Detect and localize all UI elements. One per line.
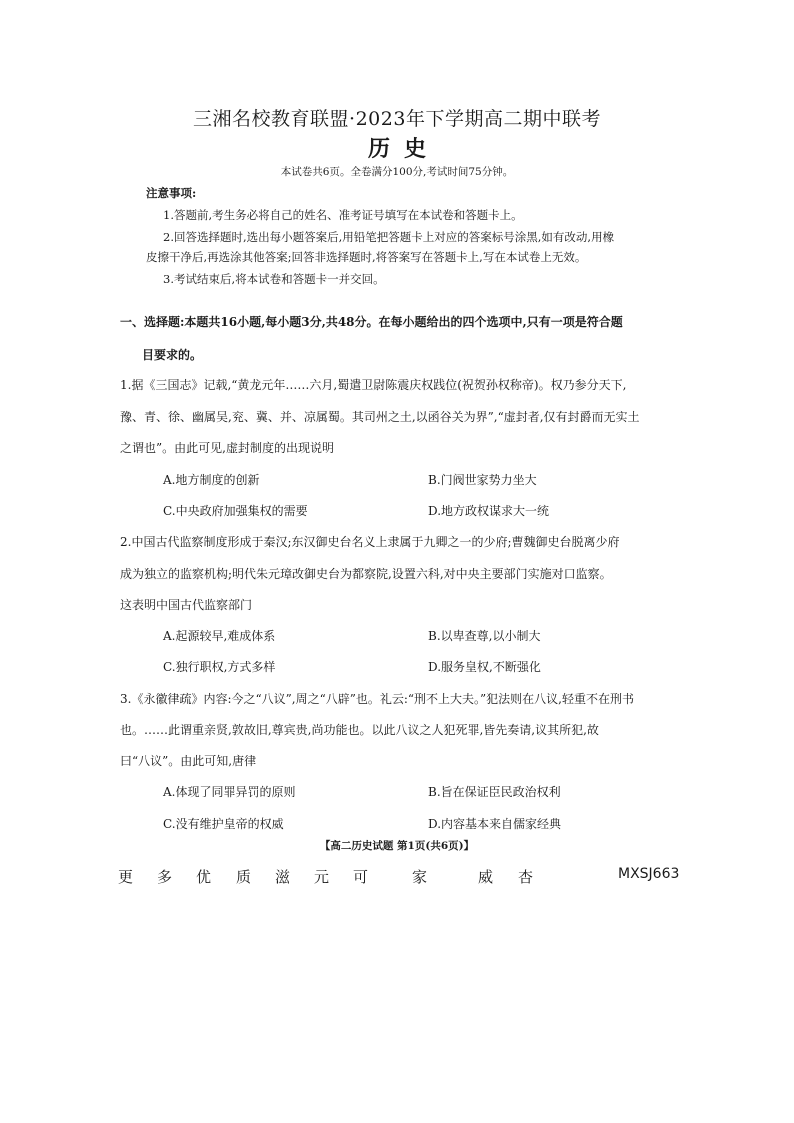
page-footer: 【高二历史试题 第1页(共6页)】 [319, 840, 475, 852]
subject-title: 历史 [367, 136, 440, 162]
note-line: 1.答题前,考生务必将自己的姓名、准考证号填写在本试卷和答题卡上。 [163, 208, 523, 222]
question-2-option-b: B.以卑查尊,以小制大 [428, 629, 541, 643]
question-3-line: 曰“八议”。由此可知,唐律 [120, 754, 257, 768]
question-2-option-c: C.独行职权,方式多样 [163, 660, 276, 674]
question-2-line: 2.中国古代监察制度形成于秦汉;东汉御史台名义上隶属于九卿之一的少府;曹魏御史台脱离少府 [120, 535, 620, 549]
watermark-char: 滋 [275, 868, 291, 886]
question-1-option-d: D.地方政权谋求大一统 [428, 504, 550, 518]
note-line: 2.回答选择题时,选出每小题答案后,用铅笔把答题卡上对应的答案标号涂黑,如有改动,用橡 [163, 230, 615, 244]
question-3-option-b: B.旨在保证臣民政治权利 [428, 785, 561, 799]
watermark-char: 优 [196, 868, 212, 886]
section-heading: 一、选择题:本题共16小题,每小题3分,共48分。在每小题给出的四个选项中,只有一项是符合题 [120, 315, 623, 329]
watermark-char: 家 [412, 868, 428, 886]
question-2-option-d: D.服务皇权,不断强化 [428, 660, 541, 674]
section-heading-cont: 目要求的。 [142, 348, 203, 362]
watermark-char: 元 [314, 868, 330, 886]
note-line: 皮擦干净后,再选涂其他答案;回答非选择题时,将答案写在答题卡上,写在本试卷上无效。 [146, 250, 587, 264]
watermark-code: MXSJ663 [618, 866, 680, 882]
question-1-line: 豫、青、徐、幽属吴,兖、冀、并、凉属蜀。其司州之土,以函谷关为界”,“虚封者,仅有封爵而无实土 [120, 410, 640, 424]
question-1-option-a: A.地方制度的创新 [163, 473, 260, 487]
watermark-char: 更 [118, 868, 134, 886]
watermark-char: 可 [353, 868, 369, 886]
question-3-option-d: D.内容基本来自儒家经典 [428, 817, 562, 831]
question-3-line: 3.《永徽律疏》内容:今之“八议”,周之“八辟”也。礼云:“刑不上大夫。”犯法则在八议,轻重不在刑书 [120, 692, 634, 706]
note-line: 3.考试结束后,将本试卷和答题卡一并交回。 [163, 272, 385, 286]
watermark-char: 杏 [518, 868, 534, 886]
question-3-line: 也。……此谓重亲贤,敦故旧,尊宾贵,尚功能也。以此八议之人犯死罪,皆先奏请,议其所犯,故 [120, 723, 599, 737]
question-1-option-b: B.门阀世家势力坐大 [428, 473, 537, 487]
question-2-option-a: A.起源较早,难成体系 [163, 629, 276, 643]
watermark-char: 质 [236, 868, 252, 886]
question-2-line: 成为独立的监察机构;明代朱元璋改御史台为都察院,设置六科,对中央主要部门实施对口监察。 [120, 567, 612, 581]
notes-heading: 注意事项: [146, 186, 197, 200]
question-1-line: 之谓也”。由此可见,虚封制度的出现说明 [120, 441, 334, 455]
watermark-char: 多 [157, 868, 173, 886]
question-3-option-a: A.体现了同罪异罚的原则 [163, 785, 296, 799]
watermark-char: 威 [478, 868, 494, 886]
exam-meta: 本试卷共6页。全卷满分100分,考试时间75分钟。 [280, 166, 514, 178]
question-1-line: 1.据《三国志》记载,“黄龙元年……六月,蜀遣卫尉陈震庆权践位(祝贺孙权称帝)。权乃参分天下, [120, 378, 627, 392]
question-3-option-c: C.没有维护皇帝的权威 [163, 817, 284, 831]
question-1-option-c: C.中央政府加强集权的需要 [163, 504, 308, 518]
question-2-line: 这表明中国古代监察部门 [120, 598, 253, 612]
exam-title: 三湘名校教育联盟·2023年下学期高二期中联考 [193, 108, 601, 130]
